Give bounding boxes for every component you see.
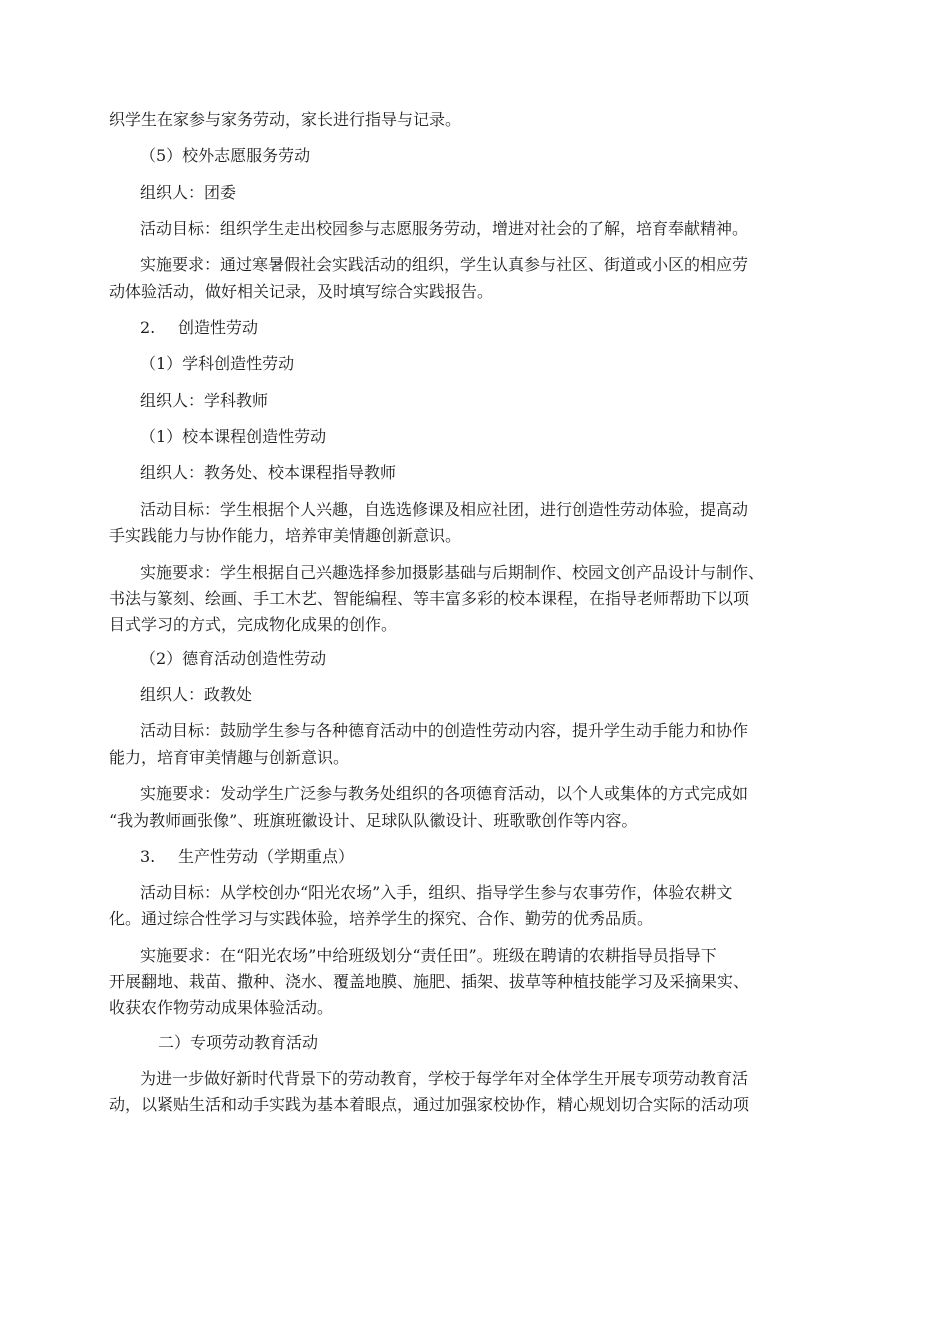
paragraph-line: 组织人：学科教师 (140, 391, 269, 410)
paragraph-line: 开展翻地、栽苗、撒种、浇水、覆盖地膜、施肥、插架、拔草等种植技能学习及采摘果实、 (109, 972, 750, 991)
paragraph-line: 实施要求：发动学生广泛参与教务处组织的各项德育活动，以个人或集体的方式完成如 (140, 784, 749, 803)
paragraph-line: 动，以紧贴生活和动手实践为基本着眼点，通过加强家校协作，精心规划切合实际的活动项 (109, 1095, 750, 1114)
paragraph-line: 活动目标：从学校创办“阳光农场”入手，组织、指导学生参与农事劳作，体验农耕文 (140, 883, 733, 902)
subsection-heading: （5）校外志愿服务劳动 (140, 146, 311, 165)
paragraph-line: 组织人：政教处 (140, 685, 253, 704)
paragraph-line: 活动目标：鼓励学生参与各种德育活动中的创造性劳动内容，提升学生动手能力和协作 (140, 721, 749, 740)
section-title: 创造性劳动 (178, 318, 259, 337)
subsection-heading: （1）学科创造性劳动 (140, 354, 295, 373)
subsection-heading: （1）校本课程创造性劳动 (140, 427, 327, 446)
paragraph-line: 目式学习的方式，完成物化成果的创作。 (109, 615, 398, 634)
section-heading (0, 845, 950, 869)
paragraph-line: 能力，培育审美情趣与创新意识。 (109, 748, 350, 767)
paragraph-line: 组织人：团委 (140, 183, 237, 202)
paragraph-line: 手实践能力与协作能力，培养审美情趣创新意识。 (109, 526, 462, 545)
paragraph-line: 书法与篆刻、绘画、手工木艺、智能编程、等丰富多彩的校本课程，在指导老师帮助下以项 (109, 589, 750, 608)
section-number: 3. (140, 847, 156, 866)
paragraph-line: 活动目标：组织学生走出校园参与志愿服务劳动，增进对社会的了解，培育奉献精神。 (140, 219, 749, 238)
paragraph-line: 收获农作物劳动成果体验活动。 (109, 998, 334, 1017)
paragraph-line: “我为教师画张像”、班旗班徽设计、足球队队徽设计、班歌歌创作等内容。 (109, 811, 638, 830)
section-heading (0, 316, 950, 340)
section-number: 2. (140, 318, 156, 337)
paragraph-line: 为进一步做好新时代背景下的劳动教育，学校于每学年对全体学生开展专项劳动教育活 (140, 1069, 749, 1088)
paragraph-line: 动体验活动，做好相关记录，及时填写综合实践报告。 (109, 282, 494, 301)
paragraph-line: 实施要求：通过寒暑假社会实践活动的组织，学生认真参与社区、街道或小区的相应劳 (140, 255, 749, 274)
paragraph-line: 实施要求：学生根据自己兴趣选择参加摄影基础与后期制作、校园文创产品设计与制作、 (140, 563, 765, 582)
paragraph-line: 活动目标：学生根据个人兴趣，自选选修课及相应社团，进行创造性劳动体验，提高动 (140, 500, 749, 519)
section-title: 生产性劳动（学期重点） (178, 847, 355, 866)
paragraph-line: 化。通过综合性学习与实践体验，培养学生的探究、合作、勤劳的优秀品质。 (109, 909, 654, 928)
paragraph-line: 组织人：教务处、校本课程指导教师 (140, 463, 397, 482)
subsection-heading: （2）德育活动创造性劳动 (140, 649, 327, 668)
paragraph-line: 实施要求：在“阳光农场”中给班级划分“责任田”。班级在聘请的农耕指导员指导下 (140, 946, 717, 965)
section-heading: 二）专项劳动教育活动 (158, 1033, 319, 1052)
paragraph-line: 织学生在家参与家务劳动，家长进行指导与记录。 (109, 110, 462, 129)
